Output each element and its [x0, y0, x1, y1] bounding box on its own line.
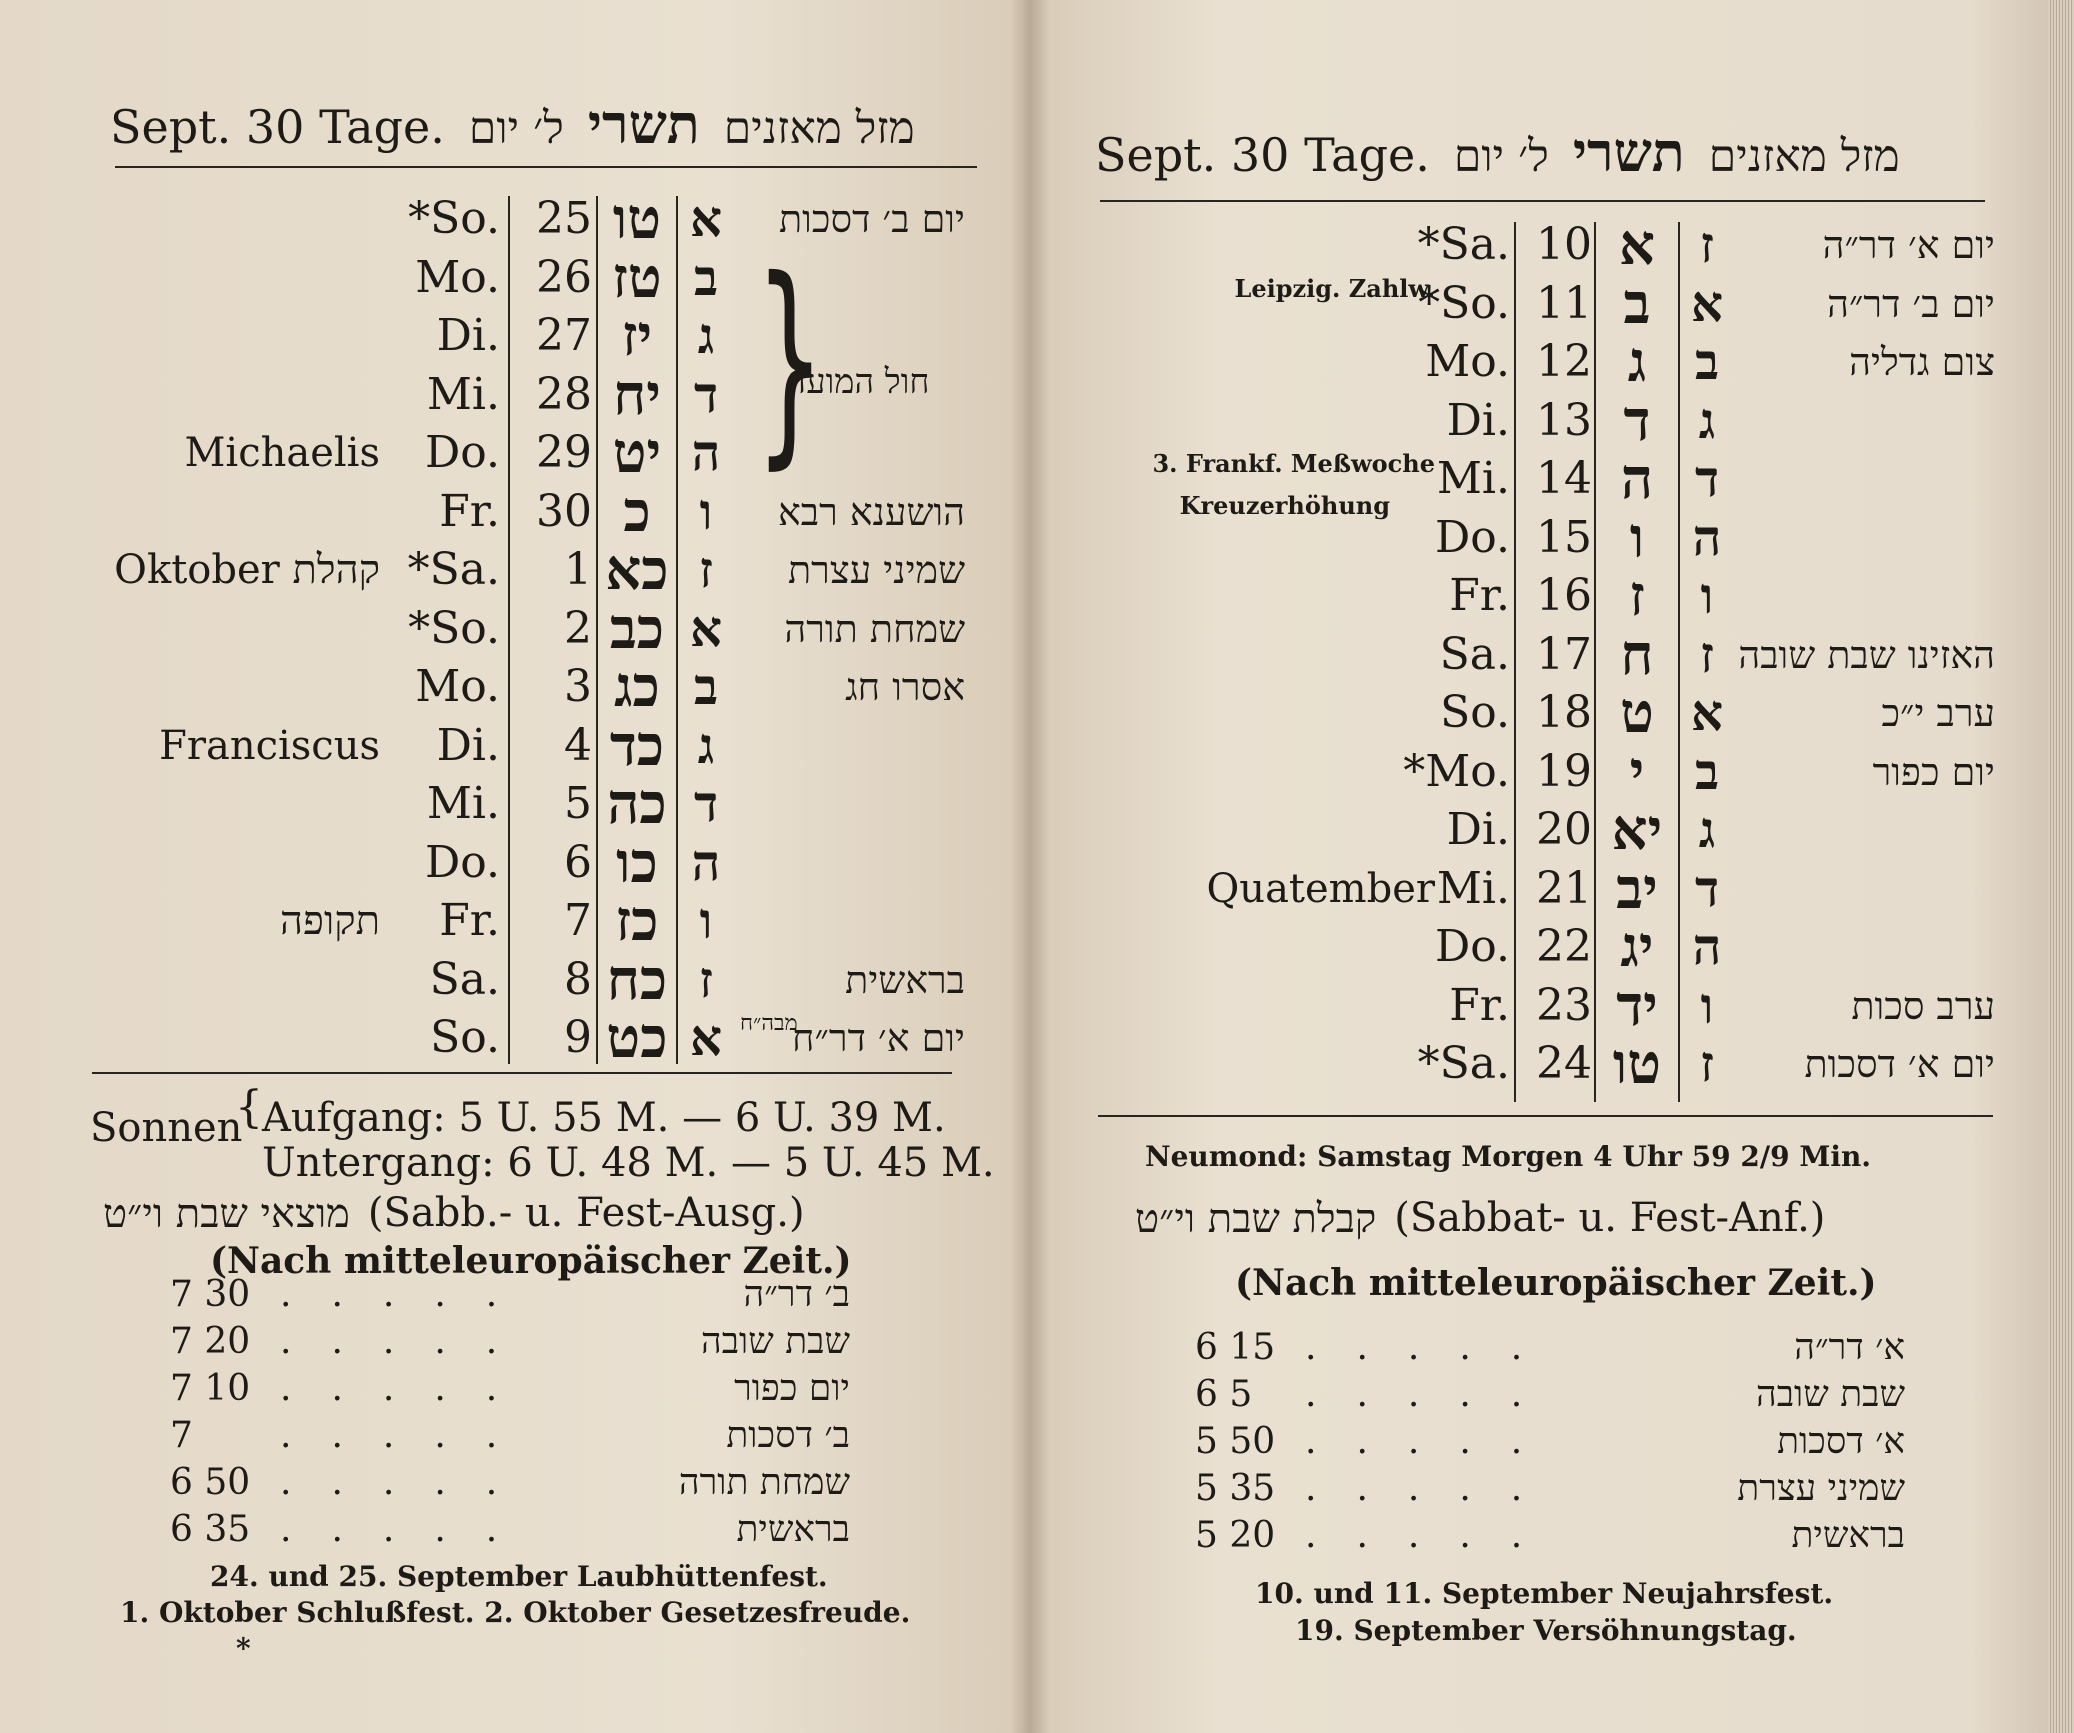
left-times-title [103, 1190, 953, 1237]
row-date: 14 [1536, 453, 1592, 504]
row-weekday: So. [430, 1012, 500, 1063]
right-header-latin: Sept. 30 Tage. [1095, 128, 1430, 182]
row-hebrew-date: יז [621, 303, 653, 369]
left-times-title-latin: (Sabb.- u. Fest-Ausg.) [367, 1190, 805, 1236]
left-sun-label: Sonnen [90, 1105, 243, 1151]
row-date: 6 [564, 836, 592, 888]
left-calendar-row [0, 595, 1010, 662]
row-weekday: Do. [425, 427, 500, 478]
row-festival: צום גדליה [1849, 340, 1995, 384]
right-time-row [1195, 1466, 1905, 1512]
row-hebrew-date: יג [1620, 914, 1654, 980]
row-festival: בראשית [845, 957, 965, 1002]
row-hebrew-weekday: ב [1694, 741, 1720, 801]
row-date: 28 [536, 368, 592, 420]
left-calendar-row [0, 537, 1010, 603]
row-weekday: Fr. [439, 485, 500, 537]
leader-dots: ..... [280, 1415, 538, 1456]
left-col-rule-1 [508, 196, 510, 1064]
time-value: 5 35 [1195, 1468, 1276, 1509]
row-hebrew-date: ג [1627, 329, 1647, 395]
row-date: 3 [564, 661, 592, 712]
row-date: 25 [536, 193, 592, 244]
row-hebrew-date: טו [1612, 1031, 1662, 1097]
left-col-rule-2 [596, 196, 598, 1064]
row-hebrew-weekday: א [689, 189, 723, 248]
row-festival: יום א׳ דר״ח [791, 1016, 965, 1060]
row-weekday: *So. [408, 602, 500, 654]
time-value: 6 5 [1195, 1374, 1253, 1415]
left-footer-2: 1. Oktober Schlußfest. 2. Oktober Gesetzesfreude. [120, 1596, 911, 1629]
row-weekday: Sa. [1439, 628, 1510, 680]
row-date: 18 [1536, 687, 1592, 738]
row-date: 19 [1536, 745, 1592, 797]
time-occasion: ב׳ דר״ה [743, 1274, 850, 1315]
row-weekday: *So. [1418, 277, 1510, 329]
left-times-title-hebrew: מוצאי שבת וי״ט [103, 1191, 350, 1237]
row-hebrew-date: טו [612, 186, 662, 252]
row-weekday: Mi. [1436, 862, 1510, 914]
right-time-row [1195, 1372, 1905, 1418]
left-header-suffix: ל׳ יום [468, 103, 564, 154]
row-weekday: Fr. [1449, 979, 1510, 1031]
time-value: 7 [170, 1415, 193, 1456]
row-date: 16 [1536, 570, 1592, 621]
right-header [1095, 120, 1900, 184]
row-note: Leipzig. Zahlw. [1234, 273, 1435, 303]
time-occasion: בראשית [1791, 1515, 1905, 1556]
row-hebrew-weekday: ז [1700, 624, 1714, 684]
row-hebrew-date: כג [614, 654, 660, 720]
row-date: 7 [564, 895, 592, 946]
right-header-prefix: מזל מאזנים [1708, 131, 1900, 182]
row-festival: שמחת תורה [784, 606, 965, 651]
right-note-extra: Kreuzerhöhung [1179, 491, 1390, 520]
left-header-rule [115, 166, 977, 168]
left-times-subtitle: (Nach mitteleuropäischer Zeit.) [210, 1240, 852, 1282]
row-hebrew-weekday: ב [693, 657, 719, 716]
right-col-rule-1 [1514, 222, 1516, 1102]
row-weekday: Do. [1435, 511, 1510, 563]
right-header-rule [1100, 200, 1985, 202]
right-calendar-row [1030, 680, 2030, 746]
row-hebrew-weekday: ז [1700, 1034, 1714, 1093]
right-calendar-row [1030, 563, 2030, 629]
left-time-row [170, 1272, 850, 1318]
leader-dots: ..... [280, 1368, 538, 1409]
left-header-month-wrap [588, 92, 700, 156]
left-mevarchim: מבה״ח [740, 1011, 798, 1036]
row-hebrew-date: א [1619, 212, 1655, 278]
row-hebrew-date: כב [609, 595, 665, 662]
right-calendar-row [1030, 212, 2030, 278]
row-weekday: *Sa. [1417, 219, 1510, 270]
left-sun-rise: Aufgang: 5 U. 55 M. — 6 U. 39 M. [262, 1095, 946, 1141]
left-sun-set: Untergang: 6 U. 48 M. — 5 U. 45 M. [262, 1140, 995, 1186]
right-header-suffix: ל׳ יום [1453, 131, 1549, 182]
right-calendar-row [1030, 855, 2030, 922]
time-occasion: א׳ דסכות [1777, 1421, 1905, 1462]
time-occasion: שבת שובה [701, 1321, 850, 1362]
row-note: Oktober קהלת [114, 547, 380, 593]
row-hebrew-date: כד [609, 712, 665, 779]
row-hebrew-weekday: ב [1694, 332, 1720, 391]
time-value: 7 20 [170, 1321, 251, 1362]
leader-dots: ..... [280, 1321, 538, 1362]
row-hebrew-weekday: ה [1692, 917, 1722, 976]
right-times-title-latin: (Sabbat- u. Fest-Anf.) [1394, 1195, 1826, 1241]
row-date: 29 [536, 427, 592, 478]
page-edge [2048, 0, 2074, 1733]
row-hebrew-weekday: ד [1694, 858, 1720, 918]
row-festival: יום א׳ דר״ה [1822, 223, 1995, 267]
row-note: Quatember [1206, 865, 1435, 912]
row-hebrew-date: ט [1620, 680, 1654, 746]
row-hebrew-weekday: ז [699, 949, 713, 1009]
leader-dots: ..... [280, 1462, 538, 1503]
row-weekday: Mi. [426, 778, 500, 829]
row-hebrew-date: כח [606, 946, 668, 1013]
row-hebrew-weekday: א [1690, 273, 1724, 333]
left-header [110, 92, 915, 156]
row-hebrew-date: ו [1629, 504, 1645, 571]
left-calendar-row [0, 829, 1010, 896]
time-value: 5 50 [1195, 1421, 1276, 1462]
row-hebrew-weekday: ד [1694, 449, 1720, 508]
right-footer-1: 10. und 11. September Neujahrsfest. [1255, 1577, 1834, 1610]
left-time-row [170, 1319, 850, 1365]
row-date: 30 [536, 485, 592, 537]
row-hebrew-date: יח [613, 361, 661, 428]
row-date: 11 [1536, 277, 1592, 329]
leader-dots: ..... [280, 1509, 538, 1550]
time-value: 6 15 [1195, 1327, 1276, 1368]
row-festival: יום כפור [1872, 749, 1995, 794]
left-brace: } [754, 232, 825, 488]
row-weekday: Sa. [429, 953, 500, 1005]
left-header-prefix: מזל מאזנים [723, 103, 915, 154]
left-calendar-row [0, 1005, 1010, 1071]
row-weekday: Mi. [426, 368, 500, 420]
leader-dots: ..... [1305, 1515, 1563, 1556]
leader-dots: ..... [1305, 1327, 1563, 1368]
row-weekday: Di. [1446, 394, 1510, 446]
leader-dots: ..... [1305, 1468, 1563, 1509]
left-table-rule [92, 1072, 952, 1074]
right-time-row [1195, 1325, 1905, 1371]
row-hebrew-date: יב [1616, 855, 1658, 922]
right-page [1030, 0, 2074, 1733]
row-festival: יום א׳ דסכות [1804, 1042, 1995, 1086]
right-col-rule-2 [1594, 222, 1596, 1102]
row-date: 1 [564, 544, 592, 595]
row-festival: ערב י״כ [1881, 691, 1995, 735]
row-hebrew-date: ב [1623, 270, 1651, 337]
right-calendar-row [1030, 621, 2030, 688]
right-table-rule [1098, 1115, 1993, 1117]
time-occasion: בראשית [736, 1509, 850, 1550]
row-hebrew-date: ז [1629, 563, 1645, 629]
row-date: 21 [1536, 862, 1592, 914]
right-calendar-row [1030, 914, 2030, 980]
row-weekday: Mo. [1425, 336, 1510, 387]
row-hebrew-date: כא [605, 537, 669, 603]
row-hebrew-weekday: ג [1698, 390, 1716, 450]
row-hebrew-weekday: א [689, 598, 723, 658]
time-occasion: שמיני עצרת [1737, 1468, 1905, 1509]
row-hebrew-weekday: ז [699, 540, 713, 599]
row-festival: האזינו שבת שובה [1738, 632, 1995, 677]
row-weekday: Mo. [415, 251, 500, 303]
row-note: 3. Frankf. Meßwoche [1152, 449, 1435, 478]
left-calendar-row [0, 244, 1010, 311]
row-date: 2 [564, 602, 592, 654]
row-hebrew-date: ד [1623, 387, 1651, 454]
row-hebrew-weekday: ה [691, 832, 721, 892]
right-time-row [1195, 1513, 1905, 1559]
row-festival: יום ב׳ דר״ה [1827, 281, 1995, 326]
row-date: 10 [1536, 219, 1592, 270]
book-spine [1010, 0, 1050, 1733]
row-weekday: Fr. [439, 895, 500, 946]
row-festival: הושענא רבא [777, 489, 965, 534]
right-calendar-row [1030, 797, 2030, 863]
left-calendar-row [0, 303, 1010, 369]
row-hebrew-weekday: ו [1700, 975, 1714, 1035]
row-date: 9 [564, 1012, 592, 1063]
row-weekday: Di. [1446, 804, 1510, 855]
row-hebrew-date: כט [606, 1005, 668, 1071]
row-hebrew-weekday: ג [1698, 800, 1716, 859]
left-time-row [170, 1507, 850, 1553]
left-sun-brace: { [235, 1082, 263, 1133]
row-hebrew-weekday: ד [693, 774, 719, 833]
row-date: 26 [536, 251, 592, 303]
row-date: 5 [564, 778, 592, 829]
row-date: 4 [564, 719, 592, 771]
row-festival: יום ב׳ דסכות [778, 197, 965, 241]
row-weekday: Mo. [415, 661, 500, 712]
right-calendar-row [1030, 270, 2030, 337]
row-hebrew-weekday: ב [693, 247, 719, 307]
leader-dots: ..... [1305, 1421, 1563, 1462]
time-value: 6 50 [170, 1462, 251, 1503]
time-occasion: א׳ דר״ה [1794, 1327, 1905, 1368]
row-date: 8 [564, 953, 592, 1005]
row-weekday: Di. [436, 719, 500, 771]
left-calendar-row [0, 478, 1010, 545]
row-date: 12 [1536, 336, 1592, 387]
right-neumond: Neumond: Samstag Morgen 4 Uhr 59 2/9 Min. [1145, 1140, 1872, 1173]
left-header-month: תשרי [587, 92, 700, 156]
row-weekday: *Mo. [1403, 745, 1510, 797]
row-hebrew-weekday: א [689, 1008, 723, 1067]
row-weekday: Do. [425, 836, 500, 888]
row-note: Franciscus [159, 722, 380, 769]
right-calendar-row [1030, 738, 2030, 805]
leader-dots: ..... [280, 1274, 538, 1315]
row-date: 17 [1536, 628, 1592, 680]
left-calendar-row [0, 946, 1010, 1013]
right-times-title [1135, 1195, 1825, 1242]
row-hebrew-date: כו [616, 829, 658, 896]
time-value: 7 10 [170, 1368, 251, 1409]
row-hebrew-weekday: ו [1700, 566, 1714, 625]
row-hebrew-weekday: ג [697, 715, 715, 775]
left-calendar-row [0, 771, 1010, 837]
time-occasion: יום כפור [734, 1368, 850, 1409]
time-value: 5 20 [1195, 1515, 1276, 1556]
right-header-month-wrap [1573, 120, 1685, 184]
row-note: Michaelis [184, 430, 380, 476]
row-hebrew-date: ה [1620, 446, 1654, 512]
row-hebrew-date: כז [615, 888, 659, 954]
row-weekday: *So. [408, 193, 500, 244]
row-date: 20 [1536, 804, 1592, 855]
row-hebrew-date: י [1629, 738, 1645, 805]
right-calendar-row [1030, 1031, 2030, 1097]
row-hebrew-date: כ [623, 478, 651, 545]
left-calendar-row [0, 186, 1010, 252]
time-value: 6 35 [170, 1509, 251, 1550]
row-hebrew-date: כה [607, 771, 667, 837]
left-col-rule-3 [676, 196, 678, 1064]
row-date: 27 [536, 310, 592, 361]
row-hebrew-date: יט [612, 420, 662, 486]
row-hebrew-date: טז [612, 244, 662, 311]
row-hebrew-weekday: א [1690, 683, 1724, 742]
left-footer-1: 24. und 25. September Laubhüttenfest. [210, 1560, 828, 1593]
time-value: 7 30 [170, 1274, 251, 1315]
left-header-latin: Sept. 30 Tage. [110, 100, 445, 154]
row-date: 23 [1536, 979, 1592, 1031]
row-weekday: So. [1440, 687, 1510, 738]
row-weekday: Fr. [1449, 570, 1510, 621]
leader-dots: ..... [1305, 1374, 1563, 1415]
row-festival: שמיני עצרת [787, 548, 965, 592]
right-times-subtitle: (Nach mitteleuropäischer Zeit.) [1235, 1262, 1877, 1304]
left-calendar-row [0, 712, 1010, 779]
row-festival: אסרו חג [845, 665, 965, 709]
left-time-row [170, 1366, 850, 1412]
left-footer-mark: * [236, 1632, 251, 1665]
right-col-rule-3 [1678, 222, 1680, 1102]
row-date: 13 [1536, 394, 1592, 446]
row-hebrew-weekday: ו [699, 481, 713, 541]
row-hebrew-date: יד [1616, 972, 1658, 1039]
row-weekday: *Sa. [1417, 1038, 1510, 1089]
row-note: תקופה [280, 898, 380, 944]
row-date: 15 [1536, 511, 1592, 563]
left-calendar-row [0, 654, 1010, 720]
right-calendar-row [1030, 387, 2030, 454]
row-weekday: Do. [1435, 921, 1510, 972]
left-time-row [170, 1460, 850, 1506]
row-weekday: Di. [436, 310, 500, 361]
row-weekday: Mi. [1436, 453, 1510, 504]
time-occasion: שמחת תורה [678, 1462, 850, 1503]
left-calendar-row [0, 888, 1010, 954]
time-occasion: שבת שובה [1756, 1374, 1905, 1415]
row-festival: ערב סכות [1851, 983, 1995, 1028]
left-calendar-row [0, 420, 1010, 486]
right-calendar-row [1030, 329, 2030, 395]
row-hebrew-date: יא [1611, 797, 1663, 863]
right-header-month: תשרי [1572, 120, 1685, 184]
left-brace-label: חול המועד [790, 362, 930, 402]
row-date: 24 [1536, 1038, 1592, 1089]
row-hebrew-date: ח [1620, 621, 1654, 688]
row-hebrew-weekday: ה [691, 423, 721, 482]
time-occasion: ב׳ דסכות [726, 1415, 850, 1456]
right-time-row [1195, 1419, 1905, 1465]
row-hebrew-weekday: ג [697, 306, 715, 365]
right-times-title-hebrew: קבלת שבת וי״ט [1135, 1196, 1377, 1242]
right-calendar-row [1030, 972, 2030, 1039]
row-hebrew-weekday: ה [1692, 507, 1722, 567]
row-hebrew-weekday: ד [693, 364, 719, 424]
row-hebrew-weekday: ו [699, 891, 713, 950]
right-footer-2: 19. September Versöhnungstag. [1295, 1614, 1797, 1647]
left-page [0, 0, 1030, 1733]
row-date: 22 [1536, 921, 1592, 972]
left-time-row [170, 1413, 850, 1459]
row-hebrew-weekday: ז [1700, 215, 1714, 274]
row-weekday: *Sa. [407, 544, 500, 595]
